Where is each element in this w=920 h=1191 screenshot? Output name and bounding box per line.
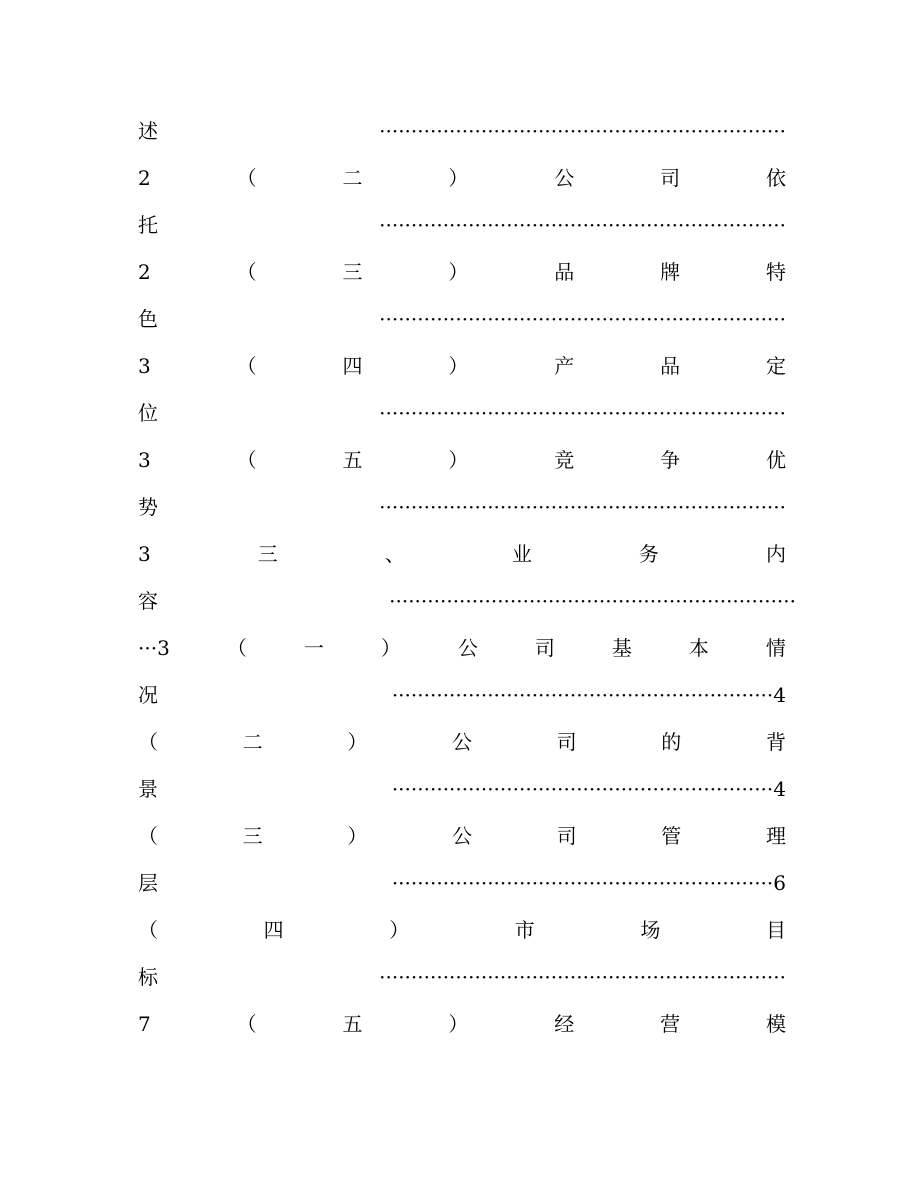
toc-token: 司	[534, 636, 555, 660]
toc-token: 五	[342, 448, 363, 472]
toc-token: 品	[660, 354, 681, 378]
toc-line	[138, 257, 786, 287]
toc-line	[138, 304, 786, 334]
toc-token: 司	[660, 166, 681, 190]
toc-token: 述	[138, 119, 158, 143]
toc-token: 模	[765, 1012, 786, 1036]
toc-token: ）	[448, 166, 469, 190]
toc-token: （	[226, 636, 247, 660]
toc-token: 背	[765, 730, 786, 754]
toc-token: 理	[765, 824, 786, 848]
toc-line	[138, 116, 786, 146]
toc-token: 四	[263, 918, 284, 942]
toc-line	[138, 727, 786, 757]
toc-leader: ····························································6	[391, 871, 786, 895]
toc-token: 二	[242, 730, 263, 754]
toc-line	[138, 962, 786, 992]
toc-token: （	[236, 354, 257, 378]
toc-leader: ································································	[379, 401, 786, 425]
toc-token: （	[236, 166, 257, 190]
toc-token: 本	[688, 636, 709, 660]
toc-token: 业	[511, 542, 532, 566]
toc-token: ）	[347, 730, 368, 754]
toc-line	[138, 868, 786, 898]
toc-line	[138, 821, 786, 851]
toc-token: 3	[138, 354, 151, 378]
toc-line	[138, 351, 786, 381]
toc-token: 层	[138, 871, 158, 895]
toc-token: 三	[342, 260, 363, 284]
toc-token: 产	[554, 354, 575, 378]
toc-line	[138, 445, 786, 475]
toc-token: 五	[342, 1012, 363, 1036]
toc-token: 营	[660, 1012, 681, 1036]
toc-line	[138, 680, 786, 710]
toc-token: ）	[347, 824, 368, 848]
toc-token: 托	[138, 213, 158, 237]
toc-token: 特	[765, 260, 786, 284]
toc-token: 情	[765, 636, 786, 660]
toc-token: （	[236, 1012, 257, 1036]
toc-token: 位	[138, 401, 158, 425]
toc-line	[138, 633, 786, 663]
toc-token: 7	[138, 1012, 151, 1036]
toc-token: 依	[765, 166, 786, 190]
toc-token: 况	[138, 683, 158, 707]
toc-token: 品	[554, 260, 575, 284]
toc-token: （	[236, 448, 257, 472]
toc-token: 务	[638, 542, 659, 566]
toc-token: 、	[384, 542, 405, 566]
toc-leader: ····························································4	[391, 683, 786, 707]
toc-token: 色	[138, 307, 158, 331]
toc-token: （	[138, 730, 158, 754]
toc-line	[138, 398, 786, 428]
toc-token: 管	[661, 824, 682, 848]
toc-token: （	[138, 824, 158, 848]
toc-token: ）	[448, 354, 469, 378]
toc-token: 市	[514, 918, 535, 942]
toc-line	[138, 915, 786, 945]
toc-token: 2	[138, 166, 151, 190]
toc-token: ）	[389, 918, 410, 942]
toc-token: ）	[380, 636, 401, 660]
toc-token: 标	[138, 965, 158, 989]
toc-token: 定	[765, 354, 786, 378]
toc-leader: ································································	[379, 495, 786, 519]
toc-token: 公	[457, 636, 478, 660]
toc-token: 场	[640, 918, 661, 942]
toc-line	[138, 210, 786, 240]
toc-token: ）	[448, 448, 469, 472]
toc-token: 基	[611, 636, 632, 660]
toc-token: 势	[138, 495, 158, 519]
toc-token: 四	[342, 354, 363, 378]
toc-token: 公	[554, 166, 575, 190]
toc-token: 竞	[554, 448, 575, 472]
toc-token: 经	[554, 1012, 575, 1036]
toc-token: 牌	[660, 260, 681, 284]
toc-leader: ····························································4	[391, 777, 786, 801]
toc-token: 3	[138, 448, 151, 472]
toc-token: 内	[765, 542, 786, 566]
toc-line	[138, 774, 786, 804]
toc-token: 的	[661, 730, 682, 754]
toc-token: 目	[765, 918, 786, 942]
toc-token: 司	[556, 730, 577, 754]
toc-line	[138, 1009, 786, 1039]
toc-token: ···3	[138, 636, 170, 660]
toc-token: 优	[765, 448, 786, 472]
toc-leader: ································································	[379, 213, 786, 237]
toc-token: ）	[448, 1012, 469, 1036]
toc-line	[138, 492, 786, 522]
toc-token: 二	[342, 166, 363, 190]
toc-line	[138, 539, 786, 569]
toc-token: 三	[242, 824, 263, 848]
toc-token: 3	[138, 542, 151, 566]
toc-token: 容	[138, 589, 158, 613]
toc-token: 景	[138, 777, 158, 801]
toc-token: 司	[556, 824, 577, 848]
toc-token: 一	[303, 636, 324, 660]
toc-leader: ································································	[379, 119, 786, 143]
toc-token: 公	[451, 730, 472, 754]
toc-leader: ································································	[379, 965, 786, 989]
toc-leader: ································································	[389, 589, 796, 613]
toc-token: （	[236, 260, 257, 284]
toc-token: 三	[257, 542, 278, 566]
toc-token: （	[138, 918, 158, 942]
toc-token: 2	[138, 260, 151, 284]
toc-token: 公	[451, 824, 472, 848]
toc-line	[138, 163, 786, 193]
toc-line	[138, 586, 796, 616]
toc-token: 争	[660, 448, 681, 472]
toc-leader: ································································	[379, 307, 786, 331]
toc-token: ）	[448, 260, 469, 284]
